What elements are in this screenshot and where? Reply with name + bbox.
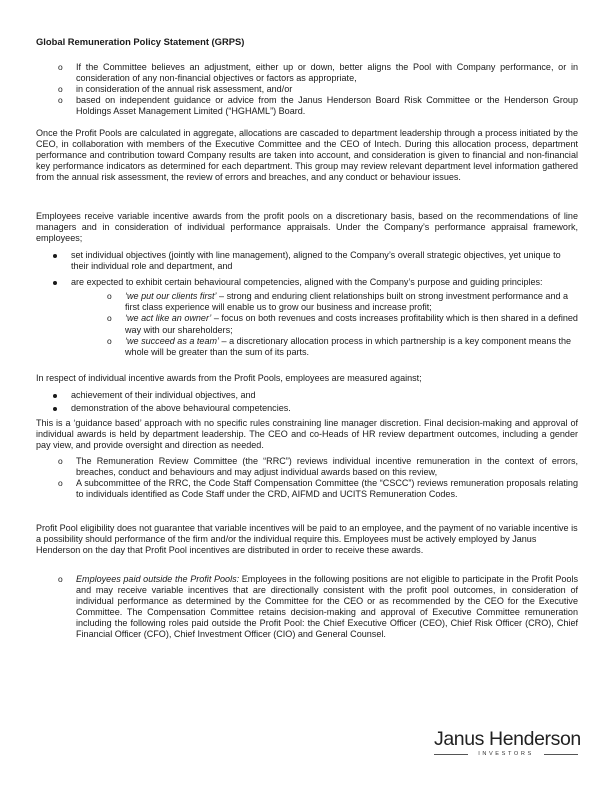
outside-list xyxy=(58,574,578,641)
outside-title: Employees paid outside the Profit Pools: xyxy=(76,574,240,584)
paragraph-eligibility: Profit Pool eligibility does not guarantee that variable incentives will be paid to an employee, and the payment of no variable incentive is a possibility should performance of the firm and/or the individual require this. Employees must be actively employed by Janus Henderson on the day that Profit Pool incentives are distributed in order to receive these awards. xyxy=(36,523,578,556)
list-item: achievement of their individual objectives, and xyxy=(50,390,578,401)
bullet-text: are expected to exhibit certain behavioural competencies, aligned with the Company’s purpose and guiding principles: xyxy=(71,277,543,288)
list-item: o based on independent guidance or advice from the Janus Henderson Board Risk Committee or the Henderson Group Holdings Asset Management Limited (“HGHAML”) Board. xyxy=(58,95,578,117)
list-item xyxy=(107,313,578,335)
behaviour-text: – strong and enduring client relationships built on strong investment performance and a first class experience will enable us to grow our business and increase profit; xyxy=(125,291,569,313)
paragraph-measures: In respect of individual incentive awards from the Profit Pools, employees are measured against; xyxy=(36,373,422,383)
behaviour-text: – focus on both revenues and costs increases profitability which is then shared in a defined way with our shareholders; xyxy=(125,313,578,335)
list-item xyxy=(50,277,578,358)
logo-wordmark: Janus Henderson xyxy=(434,728,581,750)
list-item xyxy=(107,291,578,313)
list-item: o If the Committee believes an adjustment, either up or down, better aligns the Pool with Company performance, or in consideration of any non-financial objectives or factors as appropriate, xyxy=(58,62,578,84)
adjustment-list xyxy=(58,62,578,117)
behaviour-title: ‘we succeed as a team’ xyxy=(125,335,220,346)
paragraph-guidance: This is a ‘guidance based’ approach with no specific rules constraining line manager discretion. Final decision-making and approval of individual awards is held by department leadership. The CEO and co-Heads of HR review department outcomes, including a gender pay view, and provide oversight and direction as needed. xyxy=(36,418,578,451)
janus-henderson-logo xyxy=(434,728,581,757)
measures-list xyxy=(50,390,578,419)
list-item xyxy=(107,336,578,358)
logo-subtitle: INVESTORS xyxy=(434,751,578,757)
list-item xyxy=(50,250,578,272)
behaviour-title: ‘we put our clients first’ xyxy=(125,291,217,302)
paragraph-allocation: Once the Profit Pools are calculated in aggregate, allocations are cascaded to department leadership through a process initiated by the CEO, in collaboration with members of the Executive Committee and the CEO of Intech. During this allocation process, department performance and contribution toward Company results are taken into account, and consideration is given to financial and non-financial key performance indicators as determined for each department. This group may review relevant department level information gathered from the annual risk assessment, the review of errors and breaches, and any conduct or behaviour issues. xyxy=(36,128,578,183)
review-list xyxy=(58,456,578,500)
document-title: Global Remuneration Policy Statement (GRPS) xyxy=(36,36,245,47)
behaviour-text: – a discretionary allocation process in which partnership is a key component means the whole will be greater than the sum of its parts. xyxy=(125,335,572,357)
objectives-list xyxy=(50,250,578,363)
paragraph-awards: Employees receive variable incentive awards from the profit pools on a discretionary basis, based on the recommendations of line managers and in consideration of individual performance appraisals. Under the Company’s performance appraisal framework, employees; xyxy=(36,211,578,244)
behaviour-title: ‘we act like an owner’ xyxy=(125,313,212,324)
list-item: o in consideration of the annual risk assessment, and/or xyxy=(58,84,578,95)
behaviour-list xyxy=(107,291,578,358)
list-item: o A subcommittee of the RRC, the Code Staff Compensation Committee (the “CSCC”) reviews remuneration proposals relating to individuals identified as Code Staff under the CRD, AIFMD and UCITS Remuneration Codes. xyxy=(58,478,578,500)
outside-text: Employees in the following positions are not eligible to participate in the Profit Pools and may receive variable incentives that are directionally consistent with the profit pool outcomes, in consideration of individual performance as determined by the Committee for the CEO or as recommended by the CEO for the Executive Committee. The Compensation Committee retains decision-making and approval of Executive Committee remuneration including the following roles paid outside the Profit Pool: the Chief Executive Officer (CEO), Chief Risk Officer (CRO), Chief Financial Officer (CFO), Chief Investment Officer (CIO) and General Counsel. xyxy=(76,574,578,640)
bullet-text: set individual objectives (jointly with line management), aligned to the Company’s overall strategic objectives, yet unique to their individual role and department, and xyxy=(71,250,561,272)
list-item xyxy=(58,574,578,641)
list-item: demonstration of the above behavioural competencies. xyxy=(50,403,578,414)
list-item: o The Remuneration Review Committee (the “RRC”) reviews individual incentive remuneration in the context of errors, breaches, conduct and behaviours and may adjust individual awards based on this review, xyxy=(58,456,578,478)
